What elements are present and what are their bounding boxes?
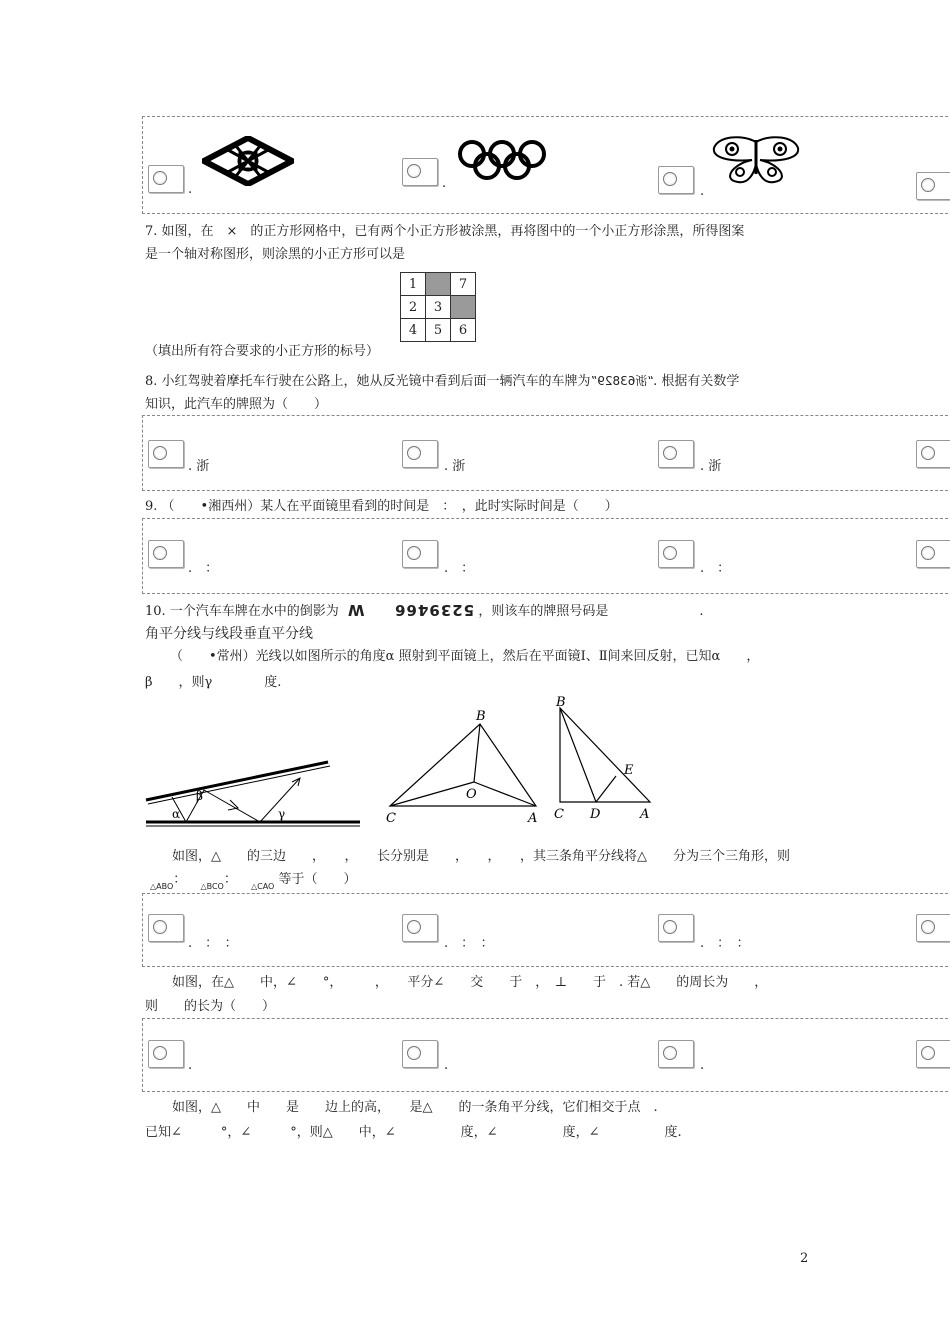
q7-grid-cell-shaded xyxy=(426,273,451,296)
q12-option-a-radio[interactable] xyxy=(148,914,184,942)
q9-option-b-radio[interactable] xyxy=(402,540,438,568)
vertex-c-label: C xyxy=(386,811,396,826)
q6-option-a-radio[interactable] xyxy=(148,165,184,193)
q14-line1: 如图，△ 中 是 边上的高， 是△ 的一条角平分线，它们相交于点 . xyxy=(172,1100,658,1115)
q9-option-c-radio[interactable] xyxy=(658,540,694,568)
q12-colon: ： xyxy=(173,872,187,887)
q13-option-a-label: . xyxy=(188,1058,193,1073)
q8-option-b-radio[interactable] xyxy=(402,440,438,468)
point-e-label: E xyxy=(624,763,634,778)
q13-option-b-label: . xyxy=(444,1058,449,1073)
q12-options-box xyxy=(142,893,950,967)
q8-line1-text: 8. 小红驾驶着摩托车行驶在公路上，她从反光镜中看到后面一辆汽车的车牌为 xyxy=(145,374,591,389)
q6-option-c-radio[interactable] xyxy=(658,166,694,194)
q12-area-bco: △BCO xyxy=(200,882,224,891)
q10-reflection-letter: W xyxy=(346,601,365,619)
mirror-reflection-figure xyxy=(142,752,364,830)
vertex-b-label: B xyxy=(476,709,486,724)
q9-option-c-label: . ： xyxy=(700,561,731,576)
segment-ao xyxy=(474,782,536,806)
q11-line2: β ，则γ 度. xyxy=(145,675,282,690)
point-o-label: O xyxy=(466,787,477,802)
butterfly-icon xyxy=(712,134,800,186)
q12-line2 xyxy=(150,872,357,889)
q13-option-b-radio[interactable] xyxy=(402,1040,438,1068)
q6-option-b-radio[interactable] xyxy=(402,158,438,186)
q7-grid-cell: 5 xyxy=(426,319,451,342)
q7-line2: 是一个轴对称图形，则涂黑的小正方形可以是 xyxy=(145,247,406,262)
q12-tail: 等于（ ） xyxy=(278,872,357,887)
q10-line xyxy=(145,602,704,620)
triangle-abc-right xyxy=(560,708,650,802)
q7-grid-cell-shaded xyxy=(451,296,476,319)
q9-option-b-label: . ： xyxy=(444,561,475,576)
q8-mirrored-plate: “浙63829” xyxy=(590,374,654,388)
q8-option-b-label: . 浙 xyxy=(444,459,466,474)
q10-text: 10. 一个汽车车牌在水中的倒影为 xyxy=(145,604,339,619)
q7-grid-cell: 4 xyxy=(401,319,426,342)
beta-label: β xyxy=(196,789,203,803)
q13-line1: 如图，在△ 中，∠ °， ， 平分∠ 交 于 ， ⊥ 于 . 若△ 的周长为 ， xyxy=(172,975,768,990)
point-d-label: D xyxy=(590,807,601,822)
q12-option-d-radio[interactable] xyxy=(916,914,950,942)
q8-line1-tail: . 根据有关数学 xyxy=(653,374,740,389)
q6-option-d-radio[interactable] xyxy=(916,172,950,200)
q13-option-d-radio[interactable] xyxy=(916,1040,950,1068)
q9-line: 9. （ •湘西州）某人在平面镜里看到的时间是 ： ，此时实际时间是（ ） xyxy=(145,499,618,514)
q7-grid-cell: 1 xyxy=(401,273,426,296)
q12-area-abo: △ABO xyxy=(150,882,174,891)
q13-option-c-radio[interactable] xyxy=(658,1040,694,1068)
q13-option-c-label: . xyxy=(700,1058,705,1073)
q13-line2: 则 的长为（ ） xyxy=(145,999,276,1014)
q8-option-d-radio[interactable] xyxy=(916,440,950,468)
q13-option-a-radio[interactable] xyxy=(148,1040,184,1068)
page-number: 2 xyxy=(800,1251,809,1266)
q12-area-cao: △CAO xyxy=(250,882,275,891)
q7-line1: 7. 如图，在 × 的正方形网格中，已有两个小正方形被涂黑，再将图中的一个小正方形涂黑，所得图案 xyxy=(145,224,745,239)
segment-bo xyxy=(474,724,480,782)
q6-option-c-label: . xyxy=(700,184,705,199)
q7-grid-cell: 7 xyxy=(451,273,476,296)
q12-colon: ： xyxy=(223,872,237,887)
q12-option-c-label: . ： ： xyxy=(700,936,750,951)
q11-line1: （ •常州）光线以如图所示的角度α 照射到平面镜上，然后在平面镜Ⅰ、Ⅱ间来回反射，已知α ， xyxy=(170,649,760,664)
q9-options-box xyxy=(142,518,950,594)
q10-reflection-digits: 5239466 xyxy=(394,601,475,619)
right-triangle-figure xyxy=(550,692,660,826)
q6-option-a-label: . xyxy=(188,182,193,197)
olympic-rings-icon xyxy=(456,138,548,182)
q7-grid-cell: 3 xyxy=(426,296,451,319)
q10-tail: ，则该车的牌照号码是 . xyxy=(478,604,704,619)
vertex-c-label: C xyxy=(554,807,564,822)
chinese-knot-icon xyxy=(202,136,294,186)
bisector-bd xyxy=(560,708,596,802)
vertex-a-label: A xyxy=(640,807,650,822)
q8-option-a-label: . 浙 xyxy=(188,459,210,474)
triangle-abc-incenter-figure xyxy=(380,706,550,828)
q13-options-box xyxy=(142,1018,950,1092)
q12-option-b-radio[interactable] xyxy=(402,914,438,942)
q8-options-box xyxy=(142,415,950,491)
q9-option-a-radio[interactable] xyxy=(148,540,184,568)
mirror-one-edge xyxy=(148,766,330,804)
triangle-abc xyxy=(390,724,536,806)
q7-grid-cell: 6 xyxy=(451,319,476,342)
q8-option-c-radio[interactable] xyxy=(658,440,694,468)
alpha-label: α xyxy=(172,807,181,821)
q7-note: （填出所有符合要求的小正方形的标号） xyxy=(145,344,380,359)
q9-option-d-radio[interactable] xyxy=(916,540,950,568)
q8-line2: 知识，此汽车的牌照为（ ） xyxy=(145,397,328,412)
gamma-label: γ xyxy=(278,807,286,821)
vertex-b-label: B xyxy=(556,695,566,710)
q14-line2: 已知∠ °，∠ °，则△ 中，∠ 度，∠ 度，∠ 度. xyxy=(145,1125,682,1140)
section-title: 角平分线与线段垂直平分线 xyxy=(145,626,313,642)
q8-line1 xyxy=(145,373,739,390)
q6-option-b-label: . xyxy=(442,176,447,191)
vertex-a-label: A xyxy=(528,811,538,826)
q12-option-c-radio[interactable] xyxy=(658,914,694,942)
q8-option-a-radio[interactable] xyxy=(148,440,184,468)
q7-grid-cell: 2 xyxy=(401,296,426,319)
q12-option-b-label: . ： ： xyxy=(444,936,494,951)
q12-option-a-label: . ： ： xyxy=(188,936,238,951)
q9-option-a-label: . ： xyxy=(188,561,219,576)
q8-option-c-label: . 浙 xyxy=(700,459,722,474)
q12-line1: 如图，△ 的三边 ， ， 长分别是 ， ， ，其三条角平分线将△ 分为三个三角形，则 xyxy=(172,849,790,864)
perpendicular-de xyxy=(596,776,616,802)
q7-grid xyxy=(400,272,476,342)
mirror-one-line xyxy=(146,762,328,800)
